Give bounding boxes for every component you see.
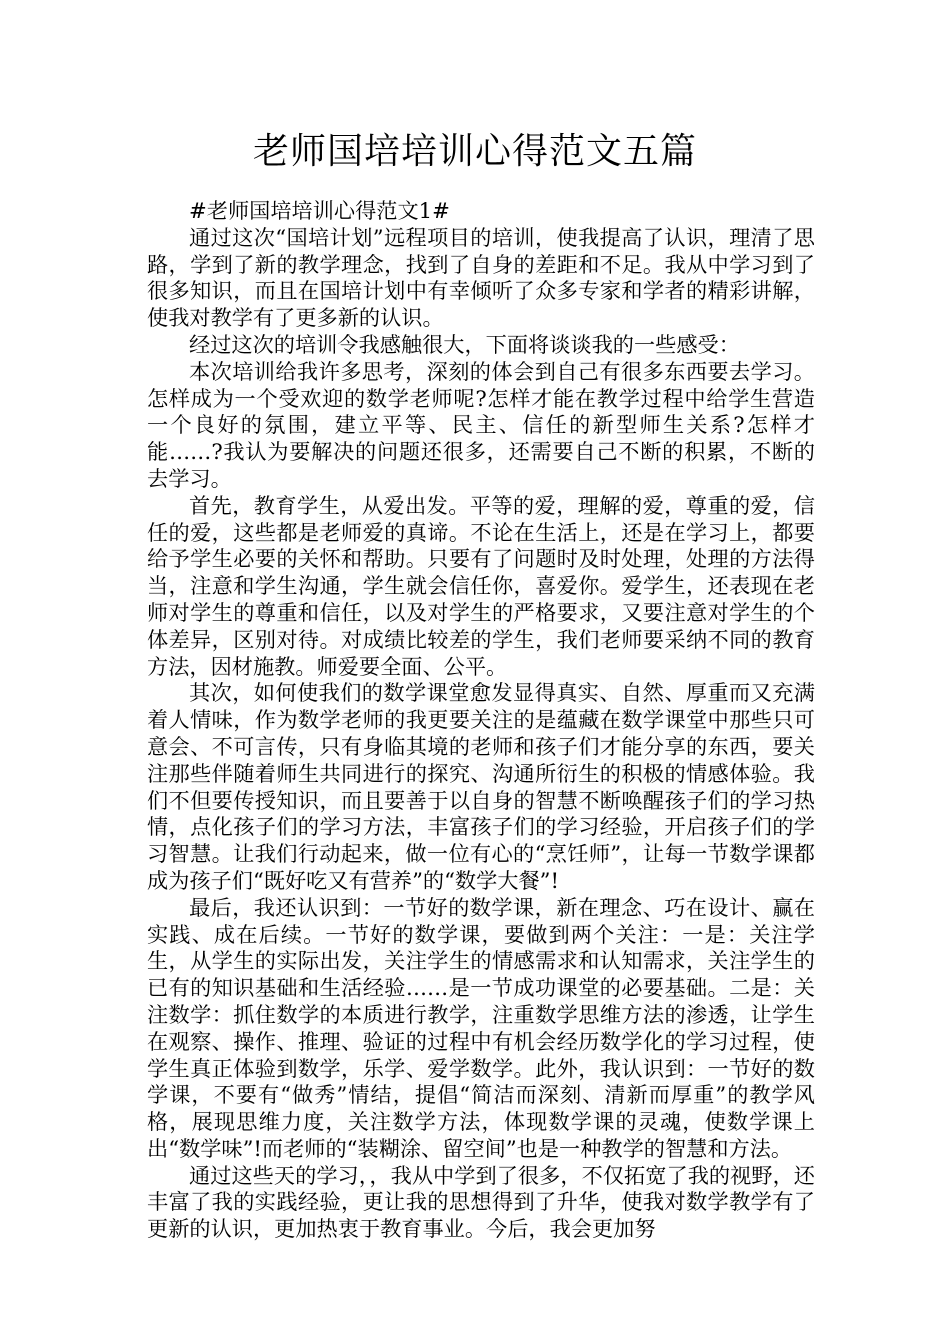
- paragraph: 通过这些天的学习，，我从中学到了很多，不仅拓宽了我的视野，还丰富了我的实践经验，更让我的思想得到了升华，使我对数学教学有了更新的认识，更加热衷于教育事业。今后，我会更加努: [147, 1162, 815, 1242]
- paragraph: 首先，教育学生，从爱出发。平等的爱，理解的爱，尊重的爱，信任的爱，这些都是老师爱的真谛。不论在生活上，还是在学习上，都要给予学生必要的关怀和帮助。只要有了问题时及时处理，处理的方法得当，注意和学生沟通，学生就会信任你，喜爱你。爱学生，还表现在老师对学生的尊重和信任，以及对学生的严格要求，又要注意对学生的个体差异，区别对待。对成绩比较差的学生，我们老师要采纳不同的教育方法，因材施教。师爱要全面、公平。: [147, 492, 815, 679]
- paragraph: 通过这次“国培计划”远程项目的培训，使我提高了认识，理清了思路，学到了新的教学理念，找到了自身的差距和不足。我从中学习到了很多知识，而且在国培计划中有幸倾听了众多专家和学者的精彩讲解，使我对教学有了更多新的认识。: [147, 224, 815, 331]
- document-title: 老师国培培训心得范文五篇: [252, 131, 697, 172]
- paragraph: 本次培训给我许多思考，深刻的体会到自己有很多东西要去学习。怎样成为一个受欢迎的数学老师呢?怎样才能在教学过程中给学生营造一个良好的氛围，建立平等、民主、信任的新型师生关系?怎样才能……?我认为要解决的问题还很多，还需要自己不断的积累，不断的去学习。: [147, 358, 815, 491]
- section-heading: #老师国培培训心得范文1#: [189, 198, 450, 223]
- document-body: [147, 198, 815, 1243]
- paragraph: 经过这次的培训令我感触很大，下面将谈谈我的一些感受：: [189, 331, 740, 357]
- paragraph: 最后，我还认识到：一节好的数学课，新在理念、巧在设计、赢在实践、成在后续。一节好的数学课，要做到两个关注：一是：关注学生，从学生的实际出发，关注学生的情感需求和认知需求，关注学生的已有的知识基础和生活经验……是一节成功课堂的必要基础。二是：关注数学：抓住数学的本质进行教学，注重数学思维方法的渗透，让学生在观察、操作、推理、验证的过程中有机会经历数学化的学习过程，使学生真正体验到数学，乐学、爱学数学。此外，我认识到：一节好的数学课，不要有“做秀”情结，提倡“简洁而深刻、清新而厚重”的教学风格，展现思维力度，关注数学方法，体现数学课的灵魂，使数学课上出“数学味”!而老师的“装糊涂、留空间”也是一种教学的智慧和方法。: [147, 894, 815, 1161]
- paragraph: 其次，如何使我们的数学课堂愈发显得真实、自然、厚重而又充满着人情味，作为数学老师的我更要关注的是蕴藏在数学课堂中那些只可意会、不可言传，只有身临其境的老师和孩子们才能分享的东西，要关注那些伴随着师生共同进行的探究、沟通所衍生的积极的情感体验。我们不但要传授知识，而且要善于以自身的智慧不断唤醒孩子们的学习热情，点化孩子们的学习方法，丰富孩子们的学习经验，开启孩子们的学习智慧。让我们行动起来，做一位有心的“烹饪师”，让每一节数学课都成为孩子们“既好吃又有营养”的“数学大餐”!: [147, 680, 815, 893]
